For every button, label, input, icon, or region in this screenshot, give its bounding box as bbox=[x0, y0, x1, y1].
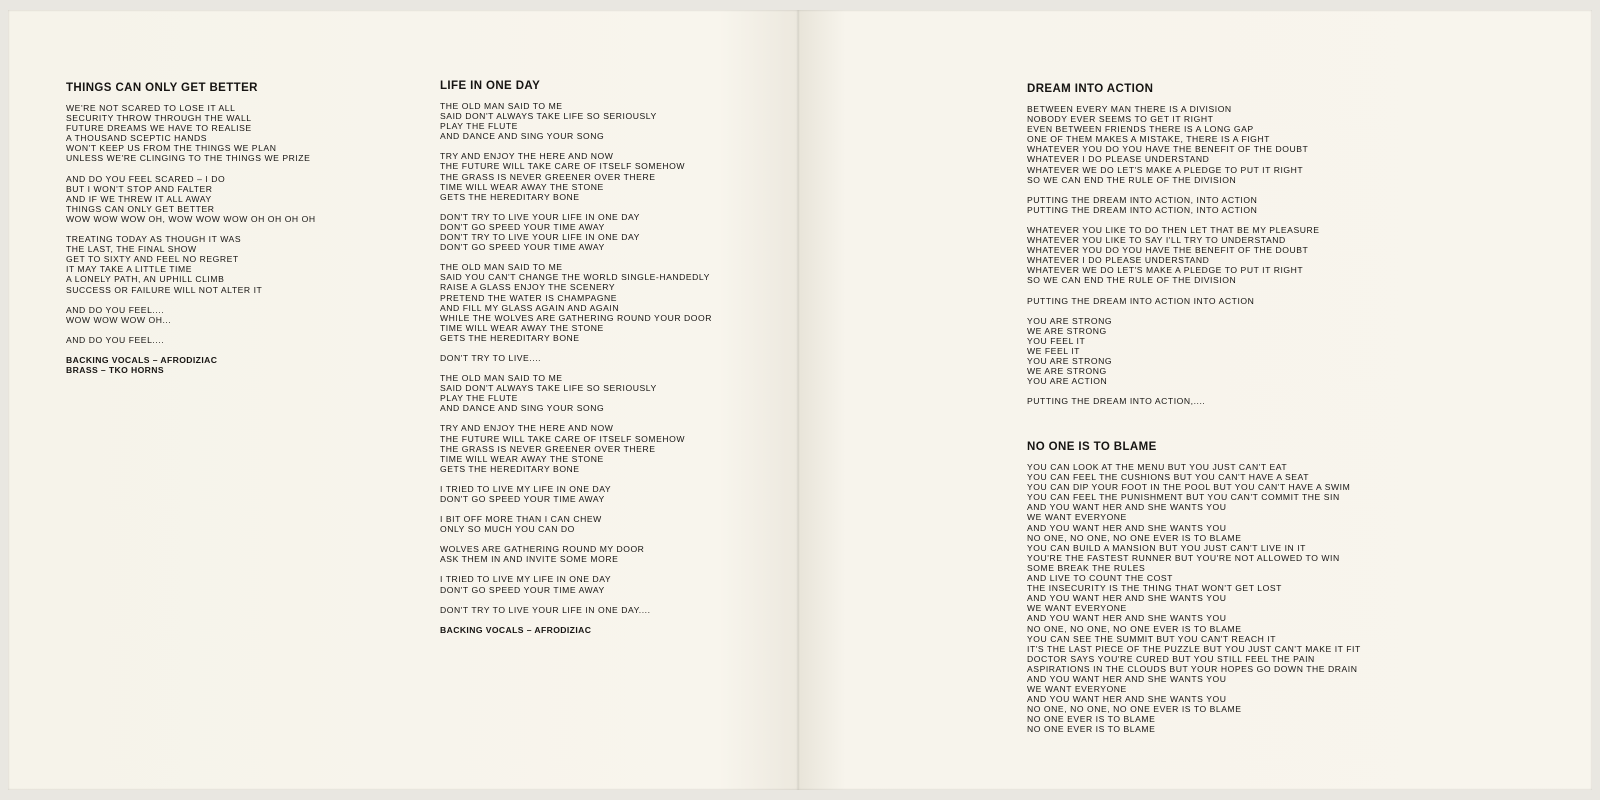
lyric-line: TRY AND ENJOY THE HERE AND NOW bbox=[440, 151, 614, 162]
lyric-line: YOU CAN LOOK AT THE MENU BUT YOU JUST CAN'T EAT bbox=[1027, 462, 1288, 472]
lyric-line: AND YOU WANT HER AND SHE WANTS YOU bbox=[1027, 522, 1227, 533]
lyric-line: WOW WOW WOW OH... bbox=[66, 314, 172, 325]
lyric-line: AND DO YOU FEEL SCARED – I DO bbox=[66, 173, 226, 184]
lyric-line: WHATEVER WE DO LET'S MAKE A PLEDGE TO PUT IT RIGHT bbox=[1027, 164, 1304, 175]
song-no-one-is-to-blame bbox=[1027, 441, 1361, 745]
lyric-line: WOW WOW WOW OH, WOW WOW WOW OH OH OH OH bbox=[66, 213, 316, 224]
lyric-line: PLAY THE FLUTE bbox=[440, 121, 518, 132]
lyric-line: THE INSECURITY IS THE THING THAT WON'T GET LOST bbox=[1027, 583, 1282, 594]
lyric-line: YOU CAN FEEL THE PUNISHMENT BUT YOU CAN'T COMMIT THE SIN bbox=[1027, 492, 1340, 503]
lyric-line: UNLESS WE'RE CLINGING TO THE THINGS WE PRIZE bbox=[66, 153, 311, 164]
lyric-line: AND LIVE TO COUNT THE COST bbox=[1027, 573, 1173, 584]
lyric-line: DON'T TRY TO LIVE YOUR LIFE IN ONE DAY bbox=[440, 232, 640, 243]
stanza bbox=[66, 103, 316, 164]
lyric-line: AND FILL MY GLASS AGAIN AND AGAIN bbox=[440, 302, 620, 313]
lyric-line: AND DANCE AND SING YOUR SONG bbox=[440, 131, 605, 142]
stanza bbox=[440, 212, 712, 252]
lyric-line: WHATEVER WE DO LET'S MAKE A PLEDGE TO PUT IT RIGHT bbox=[1027, 265, 1304, 276]
lyric-line: NO ONE, NO ONE, NO ONE EVER IS TO BLAME bbox=[1027, 623, 1242, 634]
stanza bbox=[440, 373, 712, 413]
lyric-line: THE OLD MAN SAID TO ME bbox=[440, 262, 563, 273]
lyric-line: I TRIED TO LIVE MY LIFE IN ONE DAY bbox=[440, 574, 612, 585]
lyric-line: YOU FEEL IT bbox=[1027, 335, 1086, 346]
lyric-line: YOU CAN DIP YOUR FOOT IN THE POOL BUT YOU CAN'T HAVE A SWIM bbox=[1027, 482, 1351, 493]
lyric-line: SAID YOU CAN'T CHANGE THE WORLD SINGLE-HANDEDLY bbox=[440, 272, 710, 283]
stanza bbox=[440, 101, 712, 141]
lyric-line: SAID DON'T ALWAYS TAKE LIFE SO SERIOUSLY bbox=[440, 383, 657, 394]
stanza bbox=[66, 305, 316, 325]
lyric-line: WE'RE NOT SCARED TO LOSE IT ALL bbox=[66, 103, 236, 113]
song-credits bbox=[440, 625, 712, 635]
song-title: NO ONE IS TO BLAME bbox=[1027, 441, 1157, 453]
lyric-line: PUTTING THE DREAM INTO ACTION INTO ACTION bbox=[1027, 295, 1255, 306]
lyric-line: THINGS CAN ONLY GET BETTER bbox=[66, 203, 215, 214]
stanza bbox=[1027, 195, 1320, 215]
lyric-line: AND DO YOU FEEL.... bbox=[66, 334, 165, 345]
lyric-line: AND YOU WANT HER AND SHE WANTS YOU bbox=[1027, 502, 1227, 513]
song-credits bbox=[66, 355, 316, 375]
lyric-line: AND YOU WANT HER AND SHE WANTS YOU bbox=[1027, 613, 1227, 624]
lyric-line: YOU ARE ACTION bbox=[1027, 376, 1108, 387]
lyric-line: SOME BREAK THE RULES bbox=[1027, 562, 1146, 573]
lyric-line: SO WE CAN END THE RULE OF THE DIVISION bbox=[1027, 275, 1237, 286]
lyric-line: THE OLD MAN SAID TO ME bbox=[440, 373, 563, 384]
lyric-line: EVEN BETWEEN FRIENDS THERE IS A LONG GAP bbox=[1027, 124, 1254, 135]
credit-line: BRASS – TKO HORNS bbox=[66, 364, 164, 375]
lyric-line: DON'T GO SPEED YOUR TIME AWAY bbox=[440, 242, 605, 253]
stanza bbox=[66, 234, 316, 295]
lyric-line: THE LAST, THE FINAL SHOW bbox=[66, 244, 197, 255]
lyric-line: GETS THE HEREDITARY BONE bbox=[440, 191, 580, 202]
stanza bbox=[440, 423, 712, 473]
lyric-line: WHATEVER YOU DO YOU HAVE THE BENEFIT OF THE DOUBT bbox=[1027, 245, 1309, 256]
lyric-line: SAID DON'T ALWAYS TAKE LIFE SO SERIOUSLY bbox=[440, 111, 657, 122]
stanza bbox=[440, 353, 712, 363]
lyric-line: RAISE A GLASS ENJOY THE SCENERY bbox=[440, 282, 616, 293]
song-title: DREAM INTO ACTION bbox=[1027, 83, 1154, 95]
lyric-line: WHATEVER I DO PLEASE UNDERSTAND bbox=[1027, 255, 1210, 266]
lyric-line: SO WE CAN END THE RULE OF THE DIVISION bbox=[1027, 174, 1237, 185]
lyric-line: WE ARE STRONG bbox=[1027, 325, 1107, 336]
stanza bbox=[1027, 225, 1320, 286]
lyric-line: DON'T TRY TO LIVE YOUR LIFE IN ONE DAY.... bbox=[440, 604, 651, 615]
stanza bbox=[440, 544, 712, 564]
song-title: LIFE IN ONE DAY bbox=[440, 80, 541, 92]
lyric-line: AND IF WE THREW IT ALL AWAY bbox=[66, 193, 212, 204]
stanza bbox=[440, 262, 712, 343]
lyric-line: ASPIRATIONS IN THE CLOUDS BUT YOUR HOPES GO DOWN THE DRAIN bbox=[1027, 663, 1358, 674]
lyric-line: IT MAY TAKE A LITTLE TIME bbox=[66, 264, 192, 275]
lyric-line: A THOUSAND SCEPTIC HANDS bbox=[66, 133, 208, 144]
credit-line: BACKING VOCALS – AFRODIZIAC bbox=[66, 354, 218, 365]
lyric-line: YOU CAN BUILD A MANSION BUT YOU JUST CAN'T LIVE IN IT bbox=[1027, 542, 1306, 553]
lyric-line: SECURITY THROW THROUGH THE WALL bbox=[66, 113, 252, 124]
lyric-line: GETS THE HEREDITARY BONE bbox=[440, 463, 580, 474]
lyric-line: ONE OF THEM MAKES A MISTAKE, THERE IS A FIGHT bbox=[1027, 134, 1270, 145]
lyric-line: YOU CAN FEEL THE CUSHIONS BUT YOU CAN'T HAVE A SEAT bbox=[1027, 472, 1309, 483]
lyric-line: DON'T TRY TO LIVE.... bbox=[440, 352, 542, 363]
lyric-line: TRY AND ENJOY THE HERE AND NOW bbox=[440, 423, 614, 434]
song-life-in-one-day bbox=[440, 80, 712, 645]
lyric-line: PRETEND THE WATER IS CHAMPAGNE bbox=[440, 292, 618, 303]
stanza bbox=[440, 151, 712, 201]
lyric-line: WE FEEL IT bbox=[1027, 345, 1080, 356]
lyric-line: NO ONE EVER IS TO BLAME bbox=[1027, 724, 1156, 735]
lyric-line: DON'T GO SPEED YOUR TIME AWAY bbox=[440, 494, 605, 504]
lyric-line: AND YOU WANT HER AND SHE WANTS YOU bbox=[1027, 593, 1227, 604]
lyric-line: NO ONE, NO ONE, NO ONE EVER IS TO BLAME bbox=[1027, 532, 1242, 543]
lyric-line: WE WANT EVERYONE bbox=[1027, 512, 1127, 523]
song-dream-into-action bbox=[1027, 83, 1320, 416]
stanza bbox=[1027, 396, 1320, 406]
lyric-line: WE WANT EVERYONE bbox=[1027, 684, 1127, 695]
stanza bbox=[1027, 104, 1320, 185]
credit-line: BACKING VOCALS – AFRODIZIAC bbox=[440, 624, 592, 635]
lyric-line: NO ONE, NO ONE, NO ONE EVER IS TO BLAME bbox=[1027, 704, 1242, 715]
lyric-line: WHATEVER YOU LIKE TO DO THEN LET THAT BE MY PLEASURE bbox=[1027, 224, 1320, 235]
lyric-line: WHATEVER YOU DO YOU HAVE THE BENEFIT OF THE DOUBT bbox=[1027, 144, 1309, 155]
stanza bbox=[1027, 462, 1361, 735]
lyric-line: IT'S THE LAST PIECE OF THE PUZZLE BUT YOU JUST CAN'T MAKE IT FIT bbox=[1027, 643, 1361, 654]
stanza bbox=[1027, 316, 1320, 387]
stanza bbox=[1027, 296, 1320, 306]
lyric-line: TREATING TODAY AS THOUGH IT WAS bbox=[66, 234, 242, 245]
lyric-line: PLAY THE FLUTE bbox=[440, 393, 518, 404]
lyric-line: WHATEVER YOU LIKE TO SAY I'LL TRY TO UNDERSTAND bbox=[1027, 235, 1286, 246]
lyric-line: FUTURE DREAMS WE HAVE TO REALISE bbox=[66, 123, 252, 134]
lyric-line: THE FUTURE WILL TAKE CARE OF ITSELF SOMEHOW bbox=[440, 433, 686, 444]
lyric-line: WOLVES ARE GATHERING ROUND MY DOOR bbox=[440, 544, 645, 555]
lyric-line: ASK THEM IN AND INVITE SOME MORE bbox=[440, 554, 619, 565]
lyric-line: TIME WILL WEAR AWAY THE STONE bbox=[440, 453, 604, 464]
lyric-line: NO ONE EVER IS TO BLAME bbox=[1027, 714, 1156, 725]
lyric-line: GET TO SIXTY AND FEEL NO REGRET bbox=[66, 254, 239, 265]
lyric-line: DOCTOR SAYS YOU'RE CURED BUT YOU STILL FEEL THE PAIN bbox=[1027, 653, 1315, 664]
song-things-can-only-get-better bbox=[66, 82, 316, 385]
lyric-line: WHATEVER I DO PLEASE UNDERSTAND bbox=[1027, 154, 1210, 165]
stanza bbox=[440, 574, 712, 594]
lyric-line: PUTTING THE DREAM INTO ACTION, INTO ACTION bbox=[1027, 194, 1258, 205]
lyric-line: THE GRASS IS NEVER GREENER OVER THERE bbox=[440, 171, 656, 182]
lyric-line: THE FUTURE WILL TAKE CARE OF ITSELF SOMEHOW bbox=[440, 161, 686, 172]
lyric-line: YOU CAN SEE THE SUMMIT BUT YOU CAN'T REACH IT bbox=[1027, 633, 1277, 644]
lyric-line: YOU ARE STRONG bbox=[1027, 355, 1113, 366]
lyric-line: BETWEEN EVERY MAN THERE IS A DIVISION bbox=[1027, 104, 1232, 114]
lyric-line: DON'T GO SPEED YOUR TIME AWAY bbox=[440, 584, 605, 595]
right-page bbox=[798, 10, 1592, 790]
lyric-line: YOU ARE STRONG bbox=[1027, 315, 1113, 326]
song-title: THINGS CAN ONLY GET BETTER bbox=[66, 82, 258, 94]
lyric-line: WHILE THE WOLVES ARE GATHERING ROUND YOUR DOOR bbox=[440, 312, 713, 323]
lyric-line: THE GRASS IS NEVER GREENER OVER THERE bbox=[440, 443, 656, 454]
lyric-line: WE ARE STRONG bbox=[1027, 366, 1107, 377]
lyric-line: AND YOU WANT HER AND SHE WANTS YOU bbox=[1027, 694, 1227, 705]
lyric-line: AND DANCE AND SING YOUR SONG bbox=[440, 403, 605, 414]
stanza bbox=[440, 514, 712, 534]
lyric-line: AND DO YOU FEEL.... bbox=[66, 304, 165, 315]
lyric-line: I TRIED TO LIVE MY LIFE IN ONE DAY bbox=[440, 483, 612, 494]
lyric-line: A LONELY PATH, AN UPHILL CLIMB bbox=[66, 274, 225, 285]
lyric-line: GETS THE HEREDITARY BONE bbox=[440, 332, 580, 343]
lyric-line: DON'T GO SPEED YOUR TIME AWAY bbox=[440, 221, 605, 232]
stanza bbox=[440, 484, 712, 504]
lyric-line: ONLY SO MUCH YOU CAN DO bbox=[440, 524, 575, 535]
stanza bbox=[440, 605, 712, 615]
lyric-line: PUTTING THE DREAM INTO ACTION, INTO ACTION bbox=[1027, 204, 1258, 215]
lyric-line: DON'T TRY TO LIVE YOUR LIFE IN ONE DAY bbox=[440, 211, 640, 222]
lyric-line: BUT I WON'T STOP AND FALTER bbox=[66, 183, 213, 194]
lyric-line: WE WANT EVERYONE bbox=[1027, 603, 1127, 614]
stanza bbox=[66, 174, 316, 224]
lyric-line: I BIT OFF MORE THAN I CAN CHEW bbox=[440, 514, 602, 525]
lyric-line: TIME WILL WEAR AWAY THE STONE bbox=[440, 322, 604, 333]
left-page bbox=[8, 10, 798, 790]
lyric-line: PUTTING THE DREAM INTO ACTION,.... bbox=[1027, 396, 1206, 407]
lyric-line: AND YOU WANT HER AND SHE WANTS YOU bbox=[1027, 673, 1227, 684]
lyric-line: NOBODY EVER SEEMS TO GET IT RIGHT bbox=[1027, 114, 1214, 125]
lyric-line: SUCCESS OR FAILURE WILL NOT ALTER IT bbox=[66, 284, 263, 295]
lyrics-booklet bbox=[8, 10, 1592, 790]
stanza bbox=[66, 335, 316, 345]
lyric-line: YOU'RE THE FASTEST RUNNER BUT YOU'RE NOT ALLOWED TO WIN bbox=[1027, 552, 1340, 563]
lyric-line: TIME WILL WEAR AWAY THE STONE bbox=[440, 181, 604, 192]
lyric-line: WON'T KEEP US FROM THE THINGS WE PLAN bbox=[66, 143, 277, 154]
lyric-line: THE OLD MAN SAID TO ME bbox=[440, 101, 563, 111]
